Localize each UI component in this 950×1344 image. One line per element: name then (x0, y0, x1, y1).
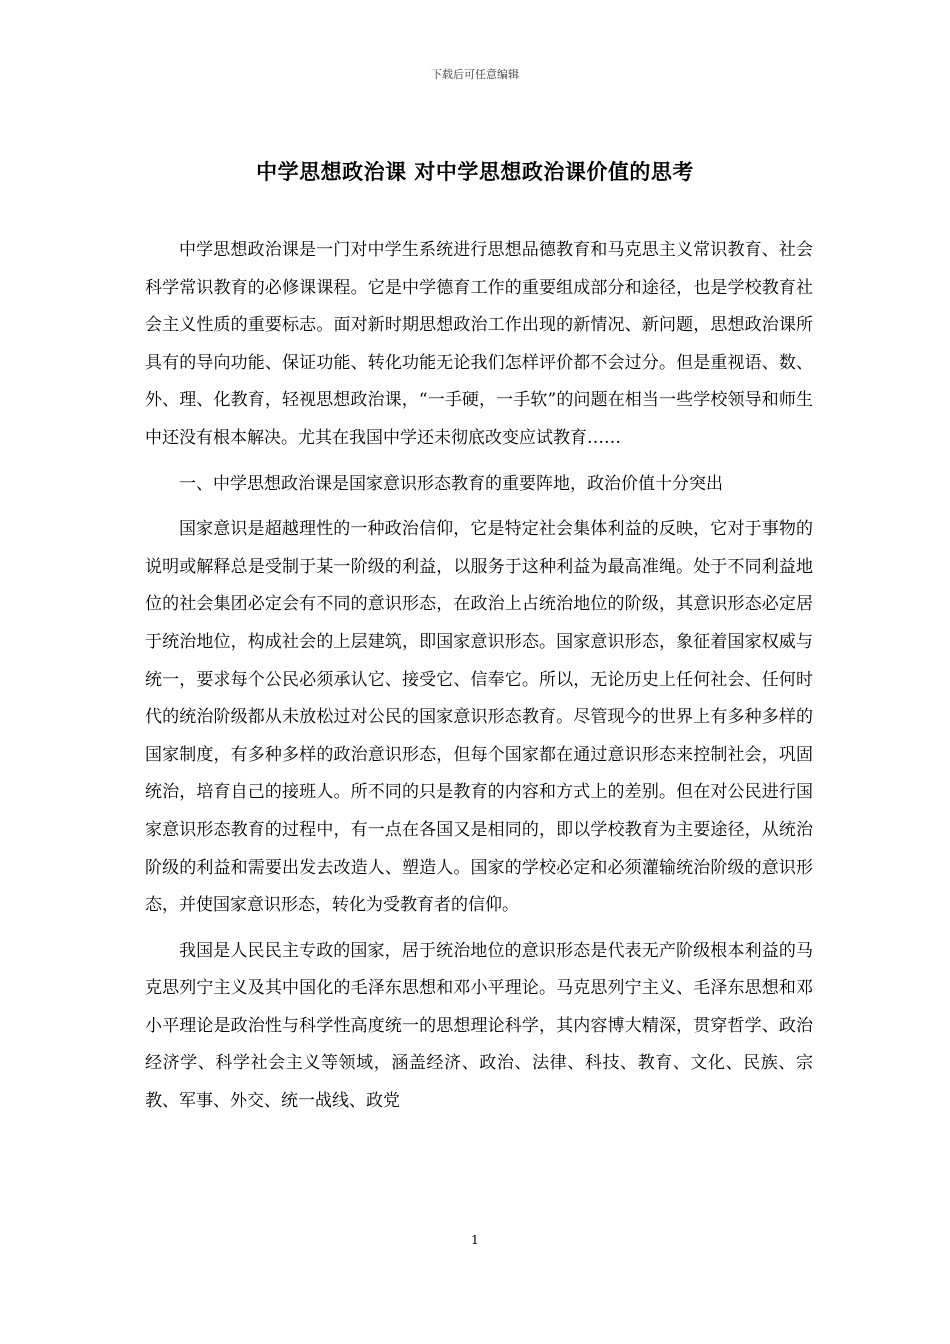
paragraph-intro: 中学思想政治课是一门对中学生系统进行思想品德教育和马克思主义常识教育、社会科学常识教育的必修课课程。它是中学德育工作的重要组成部分和途径，也是学校教育社会主义性质的重要标志。面对新时期思想政治工作出现的新情况、新问题，思想政治课所具有的导向功能、保证功能、转化功能无论我们怎样评价都不会过分。但是重视语、数、外、理、化教育，轻视思想政治课，“一手硬，一手软”的问题在相当一些学校领导和师生中还没有根本解决。尤其在我国中学还未彻底改变应试教育…… (145, 240, 813, 448)
document-body (145, 232, 813, 1129)
page-header: 下载后可任意编辑 (431, 68, 519, 81)
page-number: 1 (471, 1233, 479, 1247)
paragraph-national-ideology: 国家意识是超越理性的一种政治信仰，它是特定社会集体利益的反映，它对于事物的说明或解释总是受制于某一阶级的利益，以服务于这种利益为最高准绳。处于不同利益地位的社会集团必定会有不同的意识形态，在政治上占统治地位的阶级，其意识形态必定居于统治地位，构成社会的上层建筑，即国家意识形态。国家意识形态，象征着国家权威与统一，要求每个公民必须承认它、接受它、信奉它。所以，无论历史上任何社会、任何时代的统治阶级都从未放松过对公民的国家意识形态教育。尽管现今的世界上有多种多样的国家制度，有多种多样的政治意识形态，但每个国家都在通过意识形态来控制社会，巩固统治，培育自己的接班人。所不同的只是教育的内容和方式上的差别。但在对公民进行国家意识形态教育的过程中，有一点在各国又是相同的，即以学校教育为主要途径，从统治阶级的利益和需要出发去改造人、塑造人。国家的学校必定和必须灌输统治阶级的意识形态，并使国家意识形态，转化为受教育者的信仰。 (145, 519, 813, 916)
document-title: 中学思想政治课 对中学思想政治课价值的思考 (256, 159, 694, 184)
paragraph-china-ideology: 我国是人民民主专政的国家，居于统治地位的意识形态是代表无产阶级根本利益的马克思列宁主义及其中国化的毛泽东思想和邓小平理论。马克思列宁主义、毛泽东思想和邓小平理论是政治性与科学性高度统一的思想理论科学，其内容博大精深，贯穿哲学、政治经济学、科学社会主义等领域，涵盖经济、政治、法律、科技、教育、文化、民族、宗教、军事、外交、统一战线、政党 (145, 940, 813, 1112)
section-heading: 一、中学思想政治课是国家意识形态教育的重要阵地，政治价值十分突出 (179, 473, 723, 494)
